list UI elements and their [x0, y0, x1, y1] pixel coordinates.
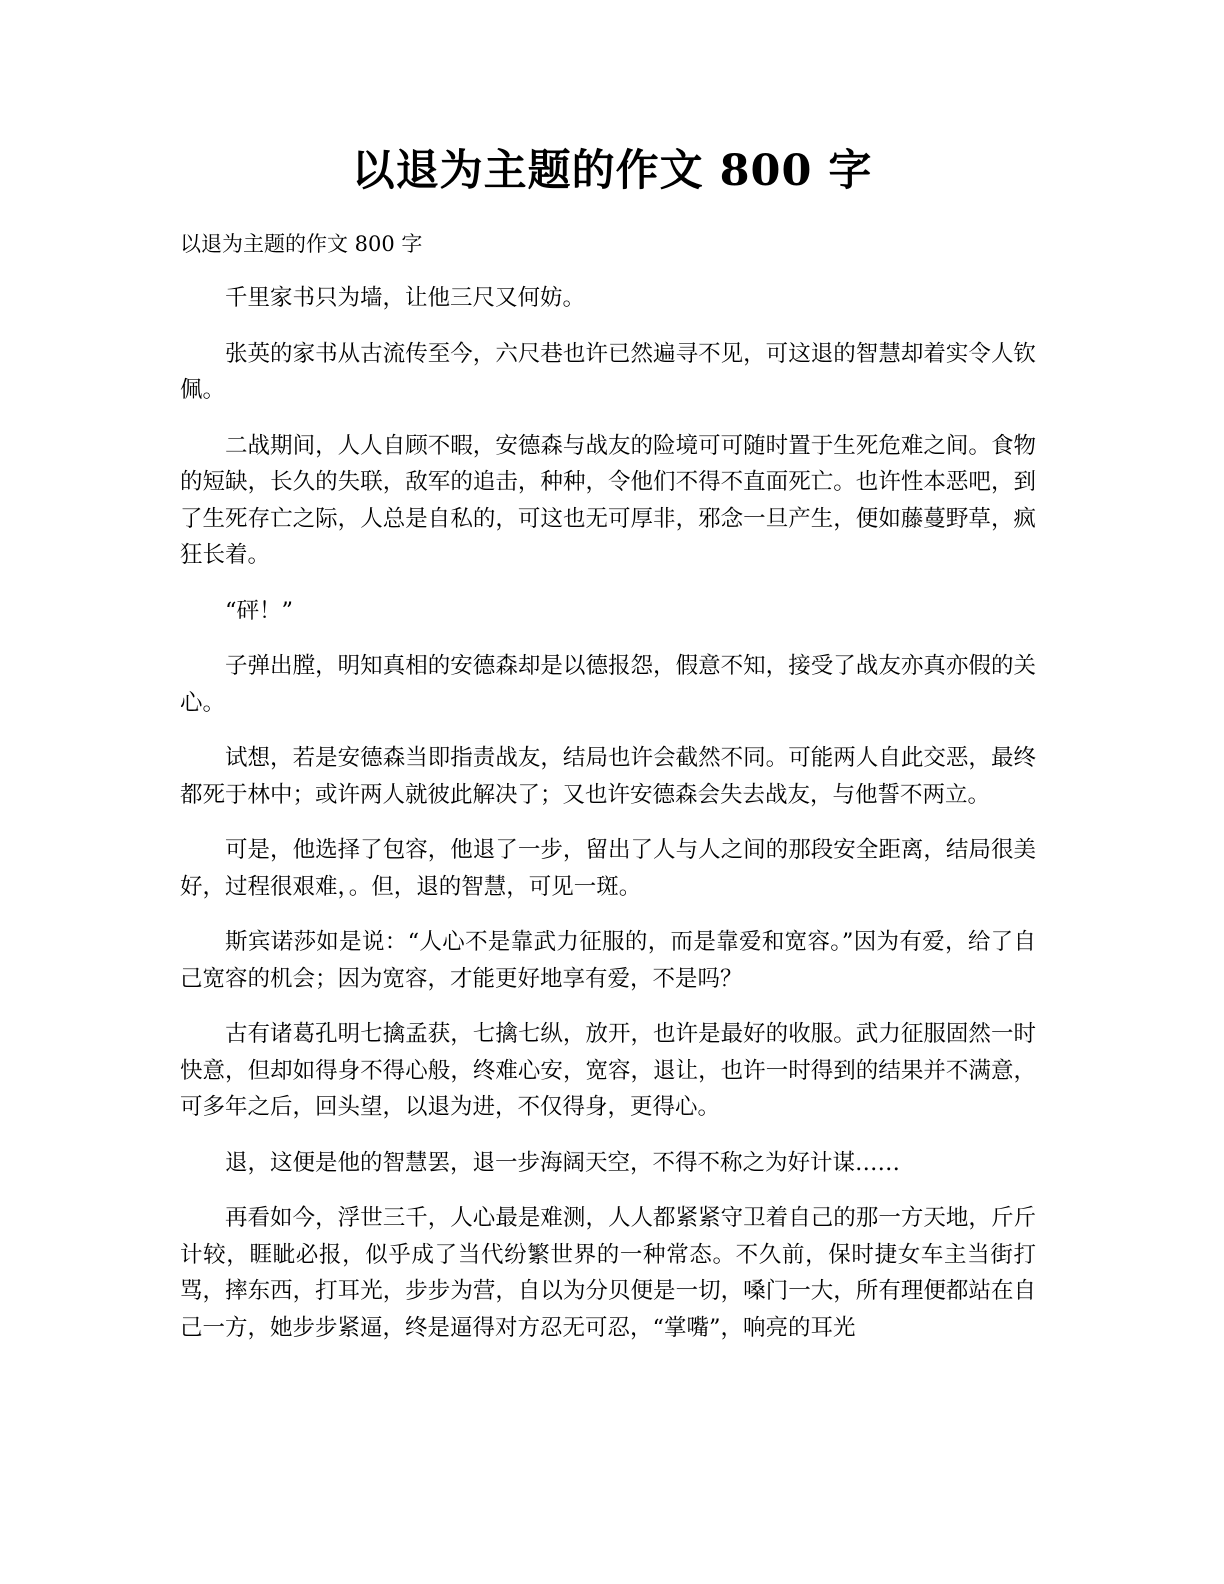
paragraph-6: 试想，若是安德森当即指责战友，结局也许会截然不同。可能两人自此交恶，最终都死于林中；或许两人就彼此解决了；又也许安德森会失去战友，与他誓不两立。: [180, 745, 1036, 808]
paragraph-2: 张英的家书从古流传至今，六尺巷也许已然遍寻不见，可这退的智慧却着实令人钦佩。: [180, 340, 1036, 403]
document-subtitle: 以退为主题的作文 800 字: [180, 232, 423, 256]
paragraph-1: 千里家书只为墙，让他三尺又何妨。: [225, 285, 586, 311]
paragraph-5: 子弹出膛，明知真相的安德森却是以德报怨，假意不知，接受了战友亦真亦假的关心。: [180, 653, 1036, 716]
paragraph-4: “砰！”: [225, 597, 294, 624]
document-body: [180, 226, 1036, 1365]
paragraph-3: 二战期间，人人自顾不暇，安德森与战友的险境可可随时置于生死危难之间。食物的短缺，长久的失联，敌军的追击，种种，令他们不得不直面死亡。也许性本恶吧，到了生死存亡之际，人总是自私的，可这也无可厚非，邪念一旦产生，便如藤蔓野草，疯狂长着。: [180, 432, 1036, 568]
paragraph-11: 再看如今，浮世三千，人心最是难测，人人都紧紧守卫着自己的那一方天地，斤斤计较，睚眦必报，似乎成了当代纷繁世界的一种常态。不久前，保时捷女车主当街打骂，摔东西，打耳光，步步为营，自以为分贝便是一切，嗓门一大，所有理便都站在自己一方，她步步紧逼，终是逼得对方忍无可忍，“掌嘴”，响亮的耳光: [180, 1205, 1036, 1341]
document-title: 以退为主题的作文 800 字: [351, 146, 873, 196]
paragraph-7: 可是，他选择了包容，他退了一步，留出了人与人之间的那段安全距离，结局很美好，过程很艰难，。但，退的智慧，可见一斑。: [180, 837, 1036, 900]
paragraph-8: 斯宾诺莎如是说：“人心不是靠武力征服的，而是靠爱和宽容。”因为有爱，给了自己宽容的机会；因为宽容，才能更好地享有爱，不是吗？: [180, 929, 1036, 992]
paragraph-9: 古有诸葛孔明七擒孟获，七擒七纵，放开，也许是最好的收服。武力征服固然一时快意，但却如得身不得心般，终难心安，宽容，退让，也许一时得到的结果并不满意，可多年之后，回头望，以退为进，不仅得身，更得心。: [180, 1021, 1036, 1120]
paragraph-10: 退，这便是他的智慧罢，退一步海阔天空，不得不称之为好计谋……: [225, 1149, 901, 1176]
